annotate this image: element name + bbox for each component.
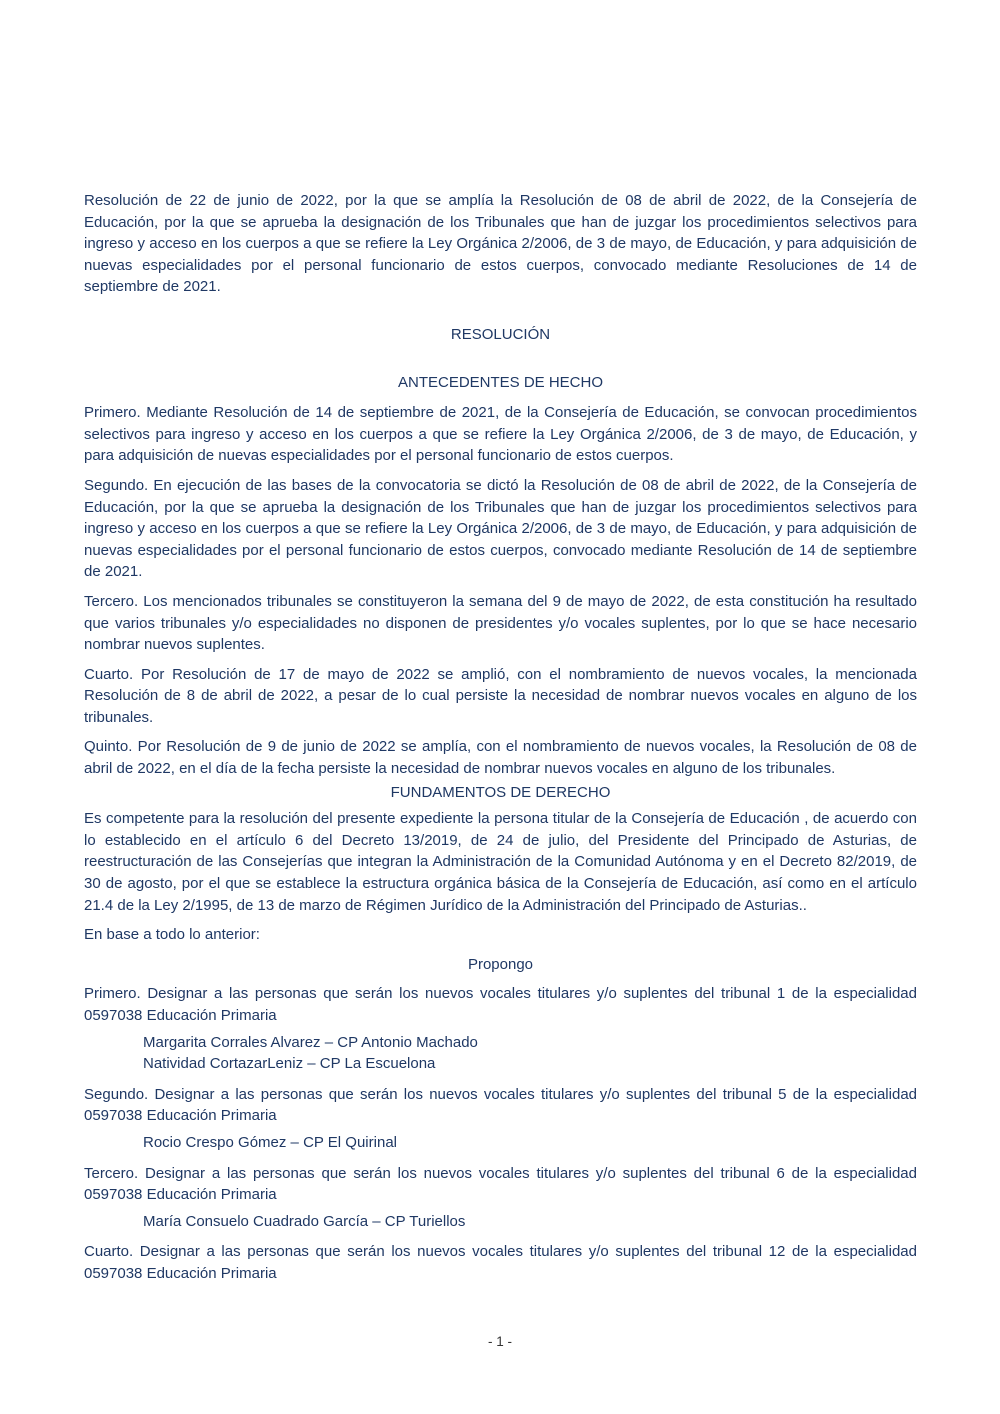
document-body: [84, 190, 917, 1293]
proposal-segundo-names: [143, 1132, 917, 1154]
antecedente-tercero: Tercero. Los mencionados tribunales se constituyeron la semana del 9 de mayo de 2022, de esta constitución ha resultado que varios tribunales y/o especialidades no disponen de presidentes y/o vocales suplentes, por lo que se hace necesario nombrar nuevos suplentes.: [84, 592, 917, 654]
appointee-name: Natividad CortazarLeniz – CP La Escuelona: [143, 1055, 436, 1073]
heading-resolucion: RESOLUCIÓN: [450, 325, 551, 343]
heading-antecedentes-de-hecho: ANTECEDENTES DE HECHO: [397, 373, 604, 391]
appointee-name: Margarita Corrales Alvarez – CP Antonio Machado: [143, 1033, 478, 1051]
appointee-name: María Consuelo Cuadrado García – CP Turiellos: [143, 1212, 466, 1230]
heading-propongo: Propongo: [467, 955, 534, 973]
proposal-primero-names: [143, 1032, 917, 1075]
heading-fundamentos-de-derecho: FUNDAMENTOS DE DERECHO: [390, 783, 611, 801]
page-number: - 1 -: [487, 1334, 512, 1349]
base-line: En base a todo lo anterior:: [84, 926, 260, 944]
antecedente-primero: Primero. Mediante Resolución de 14 de septiembre de 2021, de la Consejería de Educación, se convocan procedimientos selectivos para ingreso y acceso en los cuerpos a que se refiere la Ley Orgánica 2/2006, de 3 de mayo, de Educación, y para adquisición de nuevas especialidades por el personal funcionario de estos cuerpos.: [84, 404, 917, 465]
proposal-cuarto-paragraph: Cuarto. Designar a las personas que serán los nuevos vocales titulares y/o suplentes del tribunal 12 de la especialidad 0597038 Educación Primaria: [84, 1243, 917, 1282]
antecedente-quinto: Quinto. Por Resolución de 9 de junio de 2022 se amplía, con el nombramiento de nuevos vocales, la Resolución de 08 de abril de 2022, en el día de la fecha persiste la necesidad de nombrar nuevos vocales en alguno de los tribunales.: [84, 738, 917, 778]
proposal-tercero-names: [143, 1211, 917, 1233]
antecedente-cuarto: Cuarto. Por Resolución de 17 de mayo de 2022 se amplió, con el nombramiento de nuevos vocales, la mencionada Resolución de 8 de abril de 2022, a pesar de lo cual persiste la necesidad de nombrar nuevos vocales en alguno de los tribunales.: [84, 665, 917, 726]
proposal-primero-paragraph: Primero. Designar a las personas que serán los nuevos vocales titulares y/o suplentes del tribunal 1 de la especialidad 0597038 Educación Primaria: [84, 985, 917, 1024]
proposal-segundo-paragraph: Segundo. Designar a las personas que serán los nuevos vocales titulares y/o suplentes del tribunal 5 de la especialidad 0597038 Educación Primaria: [84, 1085, 917, 1125]
proposal-tercero-paragraph: Tercero. Designar a las personas que serán los nuevos vocales titulares y/o suplentes del tribunal 6 de la especialidad 0597038 Educación Primaria: [84, 1164, 917, 1204]
antecedente-segundo: Segundo. En ejecución de las bases de la convocatoria se dictó la Resolución de 08 de abril de 2022, de la Consejería de Educación, por la que se aprueba la designación de los Tribunales que han de juzgar los procedimientos selectivos para ingreso y acceso en los cuerpos a que se refiere la Ley Orgánica 2/2006, de 3 de mayo, de Educación, y para adquisición de nuevas especialidades por el personal funcionario de estos cuerpos, convocado mediante Resolución de 14 de septiembre de 2021.: [84, 476, 917, 581]
fundamentos-paragraph: Es competente para la resolución del presente expediente la persona titular de la Consejería de Educación , de acuerdo con lo establecido en el artículo 6 del Decreto 13/2019, de 24 de julio, del Presidente del Principado de Asturias, de reestructuración de las Consejerías que integran la Administración de la Comunidad Autónoma y en el Decreto 82/2019, de 30 de agosto, por el que se establece la estructura orgánica básica de la Consejería de Educación, así como en el artículo 21.4 de la Ley 2/1995, de 13 de marzo de Régimen Jurídico de la Administración del Principado de Asturias..: [84, 810, 917, 914]
document-title-paragraph: Resolución de 22 de junio de 2022, por la que se amplía la Resolución de 08 de abril de 2022, de la Consejería de Educación, por la que se aprueba la designación de los Tribunales que han de juzgar los procedimientos selectivos para ingreso y acceso en los cuerpos a que se refiere la Ley Orgánica 2/2006, de 3 de mayo, de Educación, y para adquisición de nuevas especialidades por el personal funcionario de estos cuerpos, convocado mediante Resoluciones de 14 de septiembre de 2021.: [84, 192, 917, 296]
appointee-name: Rocio Crespo Gómez – CP El Quirinal: [143, 1133, 397, 1151]
